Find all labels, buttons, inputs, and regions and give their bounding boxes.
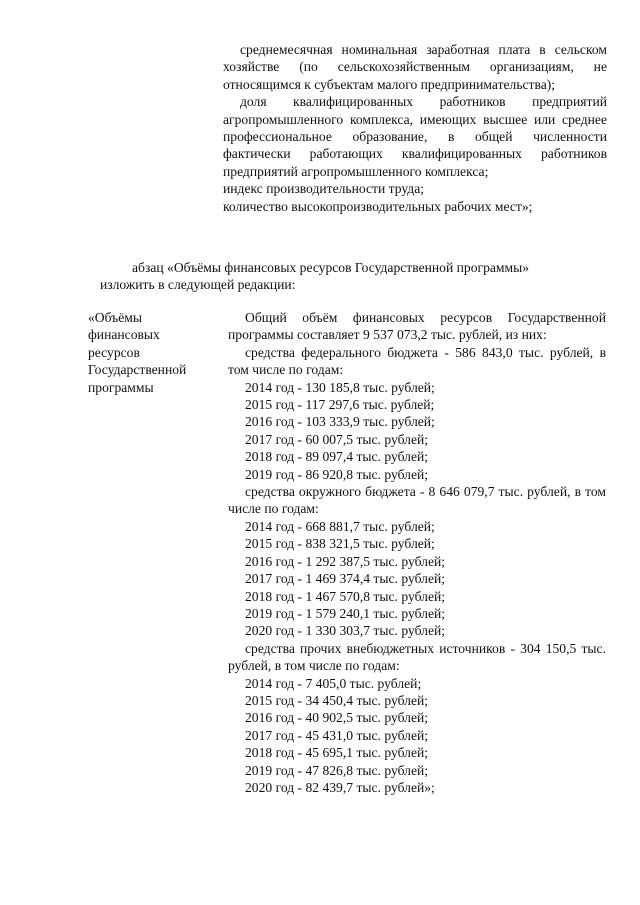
district-year-row: 2016 год - 1 292 387,5 тыс. рублей; [245,553,446,569]
district-year-row: 2017 год - 1 469 374,4 тыс. рублей; [245,571,446,587]
district-year-row: 2019 год - 1 579 240,1 тыс. рублей; [245,605,446,621]
other-year-row: 2014 год - 7 405,0 тыс. рублей; [245,675,422,691]
instruction-paragraph [100,259,600,294]
instruction-line-2: изложить в следующей редакции: [100,277,296,293]
federal-year-row: 2018 год - 89 097,4 тыс. рублей; [245,449,429,465]
other-year-row: 2019 год - 47 826,8 тыс. рублей; [245,762,429,778]
label-line: программы [88,379,154,395]
total-funding: Общий объём финансовых ресурсов Государственной программы составляет 9 537 073,2 тыс. рублей, из них: [228,310,606,343]
district-budget-header: средства окружного бюджета - 8 646 079,7 тыс. рублей, в том числе по годам: [228,484,606,517]
federal-year-row: 2014 год - 130 185,8 тыс. рублей; [245,379,435,395]
label-line: Государственной [88,362,187,378]
label-line: финансовых [88,327,160,343]
other-year-row: 2016 год - 40 902,5 тыс. рублей; [245,710,429,726]
label-line: «Объёмы [88,310,142,325]
district-year-row: 2018 год - 1 467 570,8 тыс. рублей; [245,588,446,604]
other-year-row: 2018 год - 45 695,1 тыс. рублей; [245,745,429,761]
federal-budget-header: средства федерального бюджета - 586 843,0 тыс. рублей, в том числе по годам: [228,344,606,378]
federal-year-row: 2017 год - 60 007,5 тыс. рублей; [245,431,429,447]
federal-year-row: 2015 год - 117 297,6 тыс. рублей; [245,397,435,413]
indicator-productivity: индекс производительности труда; [223,181,425,197]
other-year-row: 2020 год - 82 439,7 тыс. рублей»; [245,779,435,795]
other-year-row: 2017 год - 45 431,0 тыс. рублей; [245,727,429,743]
label-line: ресурсов [88,344,140,360]
other-year-row: 2015 год - 34 450,4 тыс. рублей; [245,692,429,708]
indicator-workplaces: количество высокопроизводительных рабочих мест»; [223,198,533,214]
instruction-line-1: абзац «Объёмы финансовых ресурсов Государственной программы» [132,260,530,275]
indicator-list [223,41,607,215]
federal-year-row: 2019 год - 86 920,8 тыс. рублей; [245,466,429,482]
district-year-row: 2014 год - 668 881,7 тыс. рублей; [245,518,435,534]
district-year-row: 2015 год - 838 321,5 тыс. рублей; [245,536,435,552]
table-label-cell [88,309,218,396]
indicator-wage: среднемесячная номинальная заработная плата в сельском хозяйстве (по сельскохозяйственным организациям, не относящимся к субъектам малого предпринимательства); [223,42,607,92]
table-value-cell [228,309,606,796]
district-year-row: 2020 год - 1 330 303,7 тыс. рублей; [245,623,446,639]
federal-year-row: 2016 год - 103 333,9 тыс. рублей; [245,414,435,430]
indicator-qualified-share: доля квалифицированных работников предприятий агропромышленного комплекса, имеющих высшее или среднее профессиональное образование, в общей численности фактически работающих квалифицированных работников предприятий агропромышленного комплекса; [223,94,607,179]
other-sources-header: средства прочих внебюджетных источников - 304 150,5 тыс. рублей, в том числе по годам: [228,640,606,674]
